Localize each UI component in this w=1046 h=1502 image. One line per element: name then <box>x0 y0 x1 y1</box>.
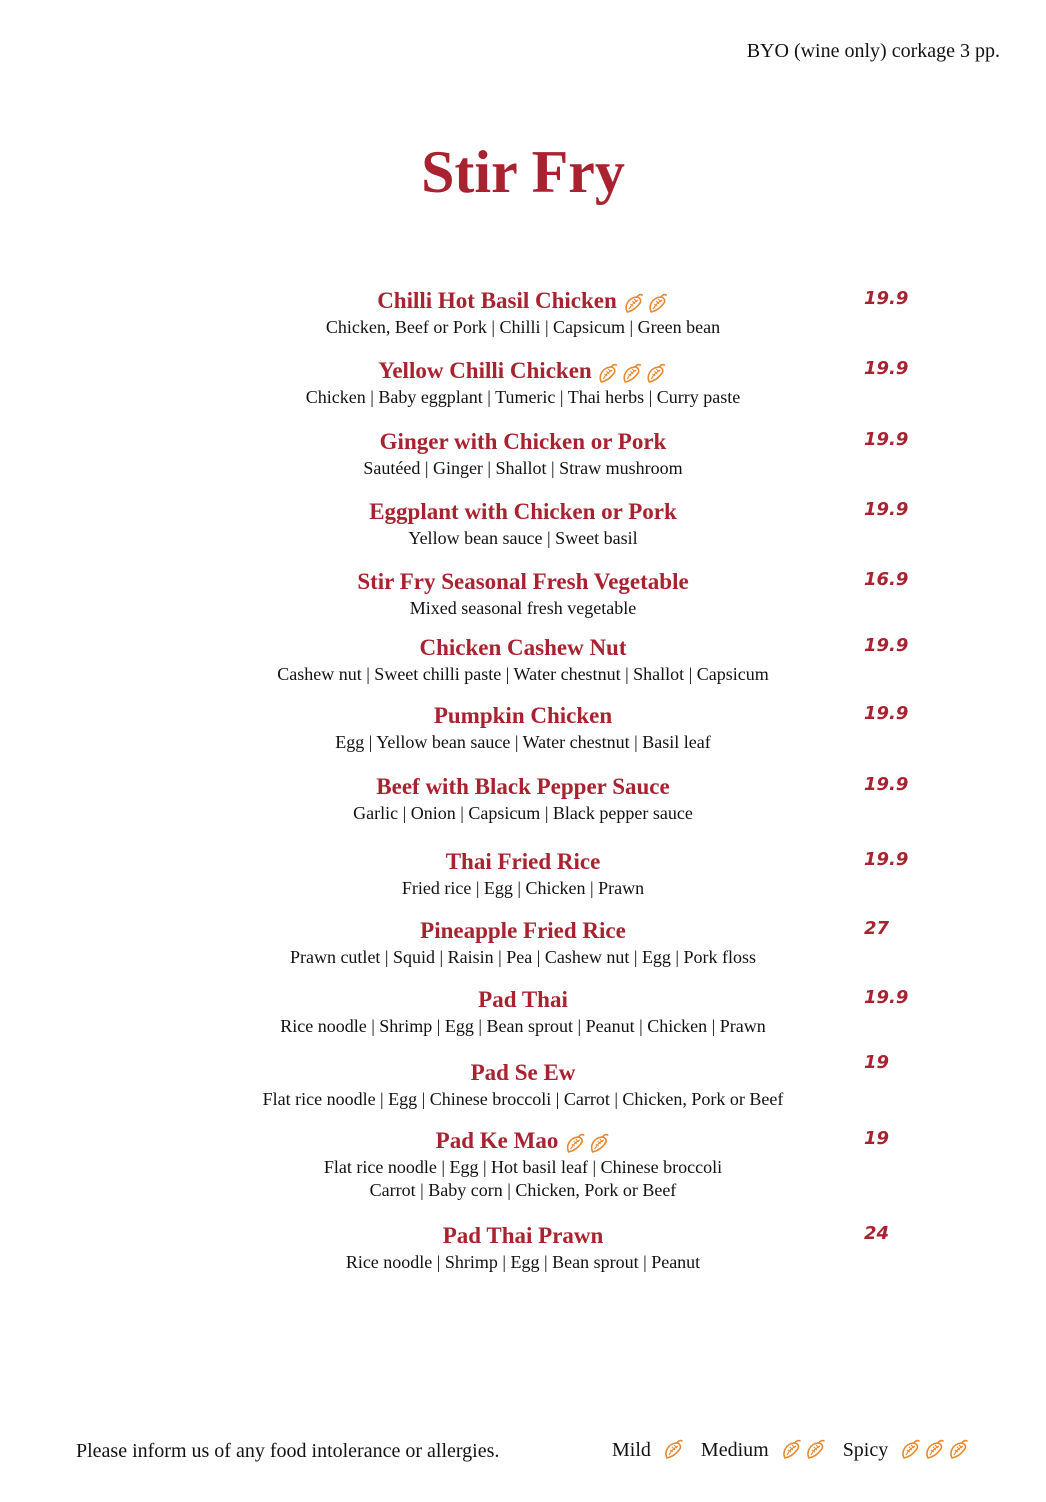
item-description-line: Garlic | Onion | Capsicum | Black pepper sauce <box>353 803 693 823</box>
menu-item <box>0 985 1046 1038</box>
footer <box>0 1438 1046 1468</box>
menu-item <box>0 847 1046 900</box>
item-description-line: Flat rice noodle | Egg | Hot basil leaf | Chinese broccoli <box>323 1157 723 1177</box>
chili-icon <box>803 1438 827 1462</box>
item-description <box>0 802 1046 825</box>
legend-label: Spicy <box>842 1438 889 1461</box>
item-description-line: Sautéed | Ginger | Shallot | Straw mushroom <box>363 458 683 478</box>
item-description-line: Rice noodle | Shrimp | Egg | Bean sprout | Peanut | Chicken | Prawn <box>280 1016 766 1036</box>
chili-icon <box>620 362 644 386</box>
item-description <box>0 1156 1046 1202</box>
item-price: 19.9 <box>864 703 909 724</box>
item-name-text: Thai Fried Rice <box>445 849 601 874</box>
chili-icon <box>661 1438 685 1462</box>
item-name-text: Beef with Black Pepper Sauce <box>376 774 670 799</box>
spice-level <box>621 287 669 317</box>
item-description <box>0 527 1046 550</box>
menu-item <box>0 356 1046 409</box>
item-price: 19.9 <box>864 499 909 520</box>
allergy-note: Please inform us of any food intolerance or allergies. <box>76 1440 500 1462</box>
menu-item <box>0 916 1046 969</box>
item-description-line: Flat rice noodle | Egg | Chinese broccoli | Carrot | Chicken, Pork or Beef <box>262 1089 784 1109</box>
item-name <box>378 356 667 387</box>
item-name-text: Chilli Hot Basil Chicken <box>377 288 617 313</box>
item-description <box>0 1251 1046 1274</box>
corkage-note: BYO (wine only) corkage 3 pp. <box>746 40 1000 62</box>
item-description <box>0 731 1046 754</box>
item-description-line: Mixed seasonal fresh vegetable <box>409 598 637 618</box>
legend-spicy <box>843 1438 971 1462</box>
legend-chilis <box>661 1438 685 1462</box>
item-description-line: Rice noodle | Shrimp | Egg | Bean sprout | Peanut <box>345 1252 701 1272</box>
chili-icon <box>586 1132 610 1156</box>
chili-icon <box>779 1438 803 1462</box>
spice-level <box>562 1127 610 1157</box>
legend-label: Mild <box>612 1438 651 1461</box>
chili-icon <box>596 362 620 386</box>
item-price: 19 <box>864 1052 890 1073</box>
item-description-line: Carrot | Baby corn | Chicken, Pork or Beef <box>369 1180 677 1200</box>
item-description <box>0 597 1046 620</box>
chili-icon <box>898 1438 922 1462</box>
menu-item <box>0 1052 1046 1111</box>
item-name <box>357 567 688 597</box>
item-price: 16.9 <box>864 569 909 590</box>
item-description <box>0 457 1046 480</box>
item-name <box>377 286 669 317</box>
item-price: 19.9 <box>864 849 909 870</box>
item-name <box>369 497 677 527</box>
chili-icon <box>562 1132 586 1156</box>
item-name <box>376 772 669 802</box>
item-name <box>434 701 612 731</box>
item-name <box>420 916 626 946</box>
chili-icon <box>645 292 669 316</box>
chili-icon <box>946 1438 970 1462</box>
item-description <box>0 1088 1046 1111</box>
item-description <box>0 946 1046 969</box>
item-name-text: Pad Se Ew <box>470 1060 576 1085</box>
item-description-line: Egg | Yellow bean sauce | Water chestnut | Basil leaf <box>335 732 711 752</box>
item-name <box>446 847 601 877</box>
spice-legend <box>612 1438 970 1462</box>
item-name-text: Pineapple Fried Rice <box>420 918 626 943</box>
menu-item <box>0 772 1046 825</box>
item-name-text: Pad Thai Prawn <box>442 1223 604 1248</box>
legend-chilis <box>779 1438 827 1462</box>
item-description <box>0 1015 1046 1038</box>
item-name-text: Stir Fry Seasonal Fresh Vegetable <box>357 569 689 594</box>
menu-item <box>0 567 1046 620</box>
legend-mild <box>612 1438 685 1462</box>
item-description-line: Cashew nut | Sweet chilli paste | Water chestnut | Shallot | Capsicum <box>277 664 769 684</box>
menu-item <box>0 427 1046 480</box>
item-description <box>0 877 1046 900</box>
item-price: 27 <box>864 918 890 939</box>
item-name-text: Chicken Cashew Nut <box>419 635 627 660</box>
item-price: 19.9 <box>864 288 909 309</box>
item-price: 19.9 <box>864 358 909 379</box>
item-name-text: Pad Thai <box>478 987 568 1012</box>
item-name <box>436 1126 611 1157</box>
item-name <box>443 1221 604 1251</box>
menu-item <box>0 286 1046 339</box>
item-description <box>0 663 1046 686</box>
item-description <box>0 316 1046 339</box>
item-description-line: Chicken | Baby eggplant | Tumeric | Thai herbs | Curry paste <box>305 387 741 407</box>
item-price: 19.9 <box>864 429 909 450</box>
item-description-line: Fried rice | Egg | Chicken | Prawn <box>401 878 645 898</box>
item-description <box>0 386 1046 409</box>
item-price: 19 <box>864 1128 890 1149</box>
item-name <box>419 633 626 663</box>
item-price: 19.9 <box>864 635 909 656</box>
item-description-line: Prawn cutlet | Squid | Raisin | Pea | Cashew nut | Egg | Pork floss <box>289 947 757 967</box>
menu-item <box>0 633 1046 686</box>
legend-chilis <box>898 1438 970 1462</box>
item-name <box>380 427 667 457</box>
item-name <box>471 1058 576 1088</box>
chili-icon <box>621 292 645 316</box>
chili-icon <box>922 1438 946 1462</box>
legend-label: Medium <box>700 1438 769 1461</box>
menu-item <box>0 701 1046 754</box>
item-name-text: Pad Ke Mao <box>435 1128 559 1153</box>
legend-medium <box>701 1438 827 1462</box>
item-price: 19.9 <box>864 987 909 1008</box>
chili-icon <box>644 362 668 386</box>
item-name <box>478 985 568 1015</box>
item-price: 24 <box>864 1223 890 1244</box>
item-description-line: Yellow bean sauce | Sweet basil <box>408 528 638 548</box>
item-name-text: Yellow Chilli Chicken <box>378 358 592 383</box>
item-description-line: Chicken, Beef or Pork | Chilli | Capsicum | Green bean <box>325 317 721 337</box>
item-name-text: Eggplant with Chicken or Pork <box>369 499 677 524</box>
item-price: 19.9 <box>864 774 909 795</box>
item-name-text: Ginger with Chicken or Pork <box>379 429 667 454</box>
page-title: Stir Fry <box>421 139 625 205</box>
menu-item <box>0 497 1046 550</box>
menu-item <box>0 1221 1046 1274</box>
menu-item <box>0 1126 1046 1202</box>
spice-level <box>596 357 668 387</box>
item-name-text: Pumpkin Chicken <box>433 703 613 728</box>
